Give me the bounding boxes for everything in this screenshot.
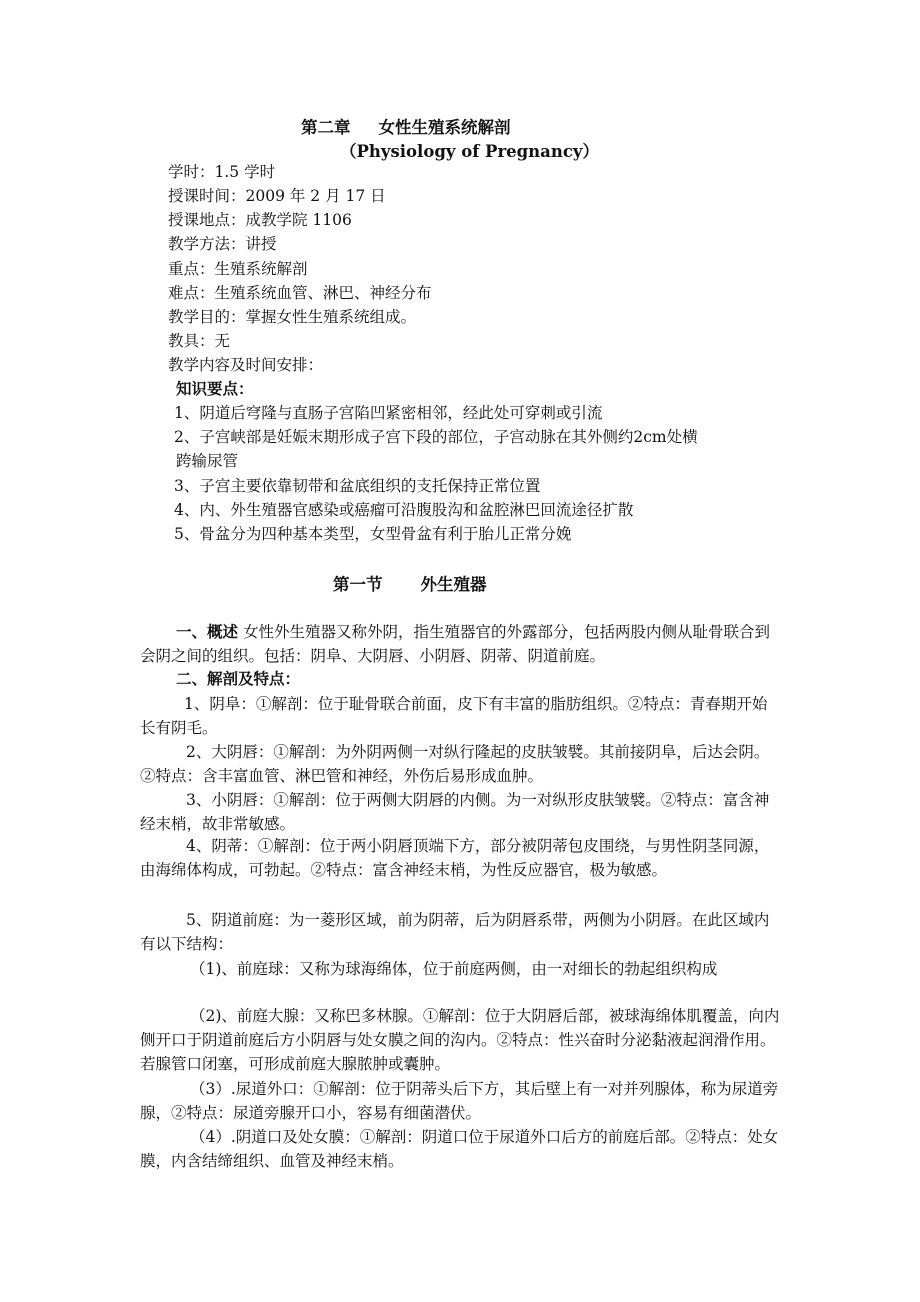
- overview-text: 女性外生殖器又称外阴，指生殖器官的外露部分，包括两股内侧从耻骨联合到会阴之间的组织。包括：阴阜、大阴唇、小阴唇、阴蒂、阴道前庭。: [140, 623, 770, 665]
- key-point-item: 3、子宫主要依靠韧带和盆底组织的支托保持正常位置: [174, 477, 541, 495]
- meta-date: 授课时间：2009 年 2 月 17 日: [168, 187, 386, 205]
- chapter-title: [301, 114, 511, 138]
- paragraph-labia-minora: 3、小阴唇：①解剖：位于两侧大阴唇的内侧。为一对纵形皮肤皱襞。②特点：富含神经末梢，故非常敏感。: [140, 791, 770, 833]
- overview-paragraph: [140, 620, 780, 668]
- meta-objective: 教学目的：掌握女性生殖系统组成。: [168, 308, 417, 326]
- meta-hours: 学时：1.5 学时: [168, 163, 276, 181]
- key-points-heading: 知识要点：: [176, 379, 254, 398]
- meta-focus: 重点：生殖系统解剖: [168, 260, 308, 278]
- key-point-item: 1、阴道后穹隆与直肠子宫陷凹紧密相邻，经此处可穿刺或引流: [174, 404, 603, 422]
- anatomy-heading: 二、解剖及特点：: [176, 669, 301, 688]
- chapter-number: 第二章: [301, 118, 351, 137]
- section-name: 外生殖器: [420, 575, 487, 594]
- meta-difficulty: 难点：生殖系统血管、淋巴、神经分布: [168, 284, 432, 302]
- key-point-item: 2、子宫峡部是妊娠末期形成子宫下段的部位，子宫动脉在其外侧约2cm处横: [174, 428, 698, 446]
- paragraph-labia-majora: 2、大阴唇：①解剖：为外阴两侧一对纵行隆起的皮肤皱襞。其前接阴阜，后达会阴。②特点：含丰富血管、淋巴管和神经，外伤后易形成血肿。: [140, 743, 770, 785]
- key-point-item: 4、内、外生殖器官感染或癌瘤可沿腹股沟和盆腔淋巴回流途径扩散: [174, 501, 634, 519]
- paragraph-urethral-orifice: （3）.尿道外口：①解剖：位于阴蒂头后下方，其后壁上有一对并列腺体，称为尿道旁腺，②特点：尿道旁腺开口小，容易有细菌潜伏。: [140, 1080, 779, 1122]
- paragraph-vestibule: 5、阴道前庭：为一菱形区域，前为阴蒂，后为阴唇系带，两侧为小阴唇。在此区域内有以下结构：: [140, 911, 770, 953]
- meta-method: 教学方法：讲授: [168, 235, 277, 253]
- meta-schedule: 教学内容及时间安排：: [168, 356, 324, 374]
- paragraph-clitoris: 4、阴蒂：①解剖：位于两小阴唇顶端下方，部分被阴蒂包皮围绕，与男性阴茎同源，由海绵体构成，可勃起。②特点：富含神经末梢，为性反应器官，极为敏感。: [140, 837, 770, 879]
- paragraph-greater-vestibular-gland: （2)、前庭大腺：又称巴多林腺。①解剖：位于大阴唇后部，被球海绵体肌覆盖，向内侧开口于阴道前庭后方小阴唇与处女膜之间的沟内。②特点：性兴奋时分泌黏液起润滑作用。若腺管口闭塞，可形成前庭大腺脓肿或囊肿。: [140, 1007, 780, 1073]
- section-title: [333, 571, 487, 595]
- paragraph-vestibular-bulb: （1)、前庭球：又称为球海绵体，位于前庭两侧，由一对细长的勃起组织构成: [190, 960, 718, 978]
- paragraph-vaginal-orifice: （4）.阴道口及处女膜：①解剖：阴道口位于尿道外口后方的前庭后部。②特点：处女膜，内含结缔组织、血管及神经末梢。: [140, 1128, 779, 1170]
- overview-label: 一、概述: [176, 622, 239, 641]
- meta-tools: 教具：无: [168, 332, 231, 350]
- key-point-item-continued: 跨输尿管: [176, 452, 239, 470]
- meta-location: 授课地点：成教学院 1106: [168, 211, 352, 229]
- key-point-item: 5、骨盆分为四种基本类型，女型骨盆有利于胎儿正常分娩: [174, 525, 572, 543]
- paragraph-mons: 1、阴阜：①解剖：位于耻骨联合前面，皮下有丰富的脂肪组织。②特点：青春期开始长有阴毛。: [140, 695, 768, 737]
- chapter-name: 女性生殖系统解剖: [378, 118, 511, 137]
- section-number: 第一节: [333, 575, 383, 594]
- chapter-english-title: （Physiology of Pregnancy）: [340, 142, 599, 161]
